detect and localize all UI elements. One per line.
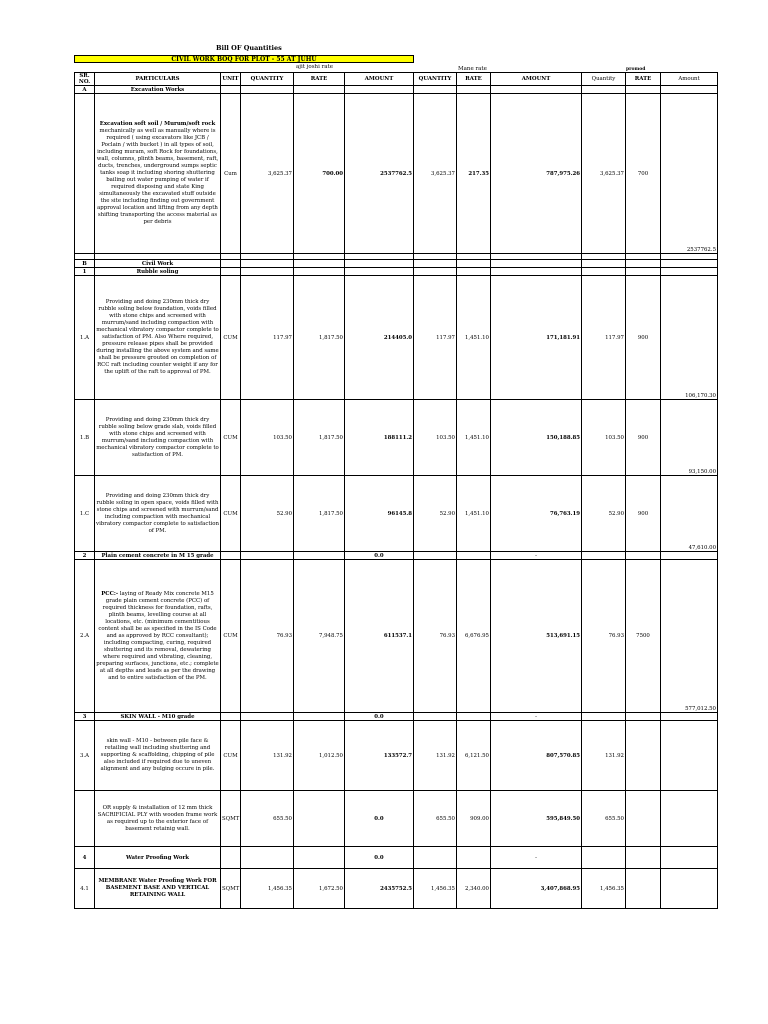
col-srno: SR. NO.: [75, 73, 95, 86]
col-qty2: QUANTITY: [414, 73, 457, 86]
col-rate2: RATE: [457, 73, 491, 86]
group-label-promod: promod: [626, 67, 646, 72]
section-row-2: 2 Plain cement concrete in M 15 grade 0.0 -: [75, 552, 718, 560]
section-row-3: 3 SKIN WALL - M10 grade 0.0 -: [75, 713, 718, 721]
table-row: 1.A Providing and doing 230mm thick dry rubble soling below foundation, voids filled with stone chips and screened with murrum/sand including compaction with mechanical vibratory compactor complete to satisfaction of PM. Also Where required, pressure release pipes shall be provided during installing the above system and same shall be pressure grouted on completion of RCC raft including counter weight if any for the uplift of the raft to approval of PM. CUM 117.97 1,817.50 214405.0 117.97 1,451.10 171,181.91 117.97 900 106,170.30: [75, 276, 718, 400]
table-row: Excavation soft soil / Murum/soft rock mechanically as well as manually where is required ( using excavators like JCB / Poclain / with bucket ) in all types of soil, including muram, soft Rock for foundations, wall, columns, plinth beams, basement, raft, ducts, trenches, underground sumps septic tanks soap it including shoring shuttering bailing out water pumping of water if required disposing and state King simultaneously the excavated stuff outside the site including finding out government approval location and lifting from any depth shifting transporting the access material as per debris Cum 3,625.37 700.00 2537762.5 3,625.37 217.35 787,975.26 3,625.37 700 2537762.5: [75, 94, 718, 254]
col-unit: UNIT: [221, 73, 241, 86]
section-row-1: 1 Rubble soling: [75, 268, 718, 276]
table-row: OR supply & installation of 12 mm thick SACRIFICIAL PLY with wooden frame work as required up to the exterior face of basement retainig wall. SQMT 655.50 0.0 655.50 909.00 595,849.50 655.50: [75, 791, 718, 847]
col-amount2: AMOUNT: [491, 73, 582, 86]
table-row: 1.C Providing and doing 230mm thick dry rubble soling in open space, voids filled with stone chips and screened with murrum/sand including compaction with mechanical vibratory compactor complete to satisfaction of PM. CUM 52.90 1,817.50 96145.8 52.90 1,451.10 76,763.19 52.90 900 47,610.00: [75, 476, 718, 552]
group-label-mane: Mane rate: [458, 66, 487, 72]
col-rate3: RATE: [626, 73, 661, 86]
col-rate1: RATE: [294, 73, 345, 86]
header-row: [75, 73, 718, 86]
col-qty1: QUANTITY: [241, 73, 294, 86]
boq-table: [74, 72, 718, 909]
doc-subtitle: CIVIL WORK BOQ FOR PLOT - 55 AT JUHU: [74, 55, 414, 63]
col-amount1: AMOUNT: [345, 73, 414, 86]
col-amount3: Amount: [661, 73, 718, 86]
group-label-ajit: ajit joshi rate: [296, 64, 333, 70]
doc-title: Bill OF Quantities: [216, 44, 282, 52]
col-qty3: Quantity: [582, 73, 626, 86]
section-row-4: 4 Water Proofing Work 0.0 -: [75, 847, 718, 869]
section-row-a: A Excavation Works: [75, 86, 718, 94]
table-row: 3.A skin wall - M10 - between pile face & retailing wall including shuttering and supporting & scaffolding, chipping of pile also included if required due to uneven alignment and any bulging occure in pile. CUM 131.92 1,012.50 133572.7 131.92 6,121.50 807,570.85 131.92: [75, 721, 718, 791]
section-row-b: B Civil Work: [75, 260, 718, 268]
table-row: 1.B Providing and doing 230mm thick dry rubble soling below grade slab, voids filled with stone chips and screened with murrum/sand including compaction with mechanical vibratory compactor complete to satisfaction of PM. CUM 103.50 1,817.50 188111.2 103.50 1,451.10 150,188.85 103.50 900 93,150.00: [75, 400, 718, 476]
table-row: 4.1 MEMBRANE Water Proofing Work FOR BASEMENT BASE AND VERTICAL RETAINING WALL SQMT 1,456.35 1,672.50 2435752.5 1,456.35 2,340.00 3,407,868.95 1,456.35: [75, 869, 718, 909]
table-row: 2.A PCC:- laying of Ready Mix concrete M15 grade plain cement concrete (PCC) of required thickness for foundation, rafts, plinth beams, levelling course at all locations, etc. (minimum cementitious content shall be as specified in the IS Code and as approved by RCC consultant); including compacting, curing, required shuttering and its removal, dewatering where required and vibrating, cleaning, preparing surfaces, junctions, etc.; complete at all depths and leads as per the drawing and to entire satisfaction of the PM. CUM 76.93 7,948.75 611537.1 76.93 6,676.95 513,691.15 76.93 7500 577,012.50: [75, 560, 718, 713]
col-particulars: PARTICULARS: [95, 73, 221, 86]
